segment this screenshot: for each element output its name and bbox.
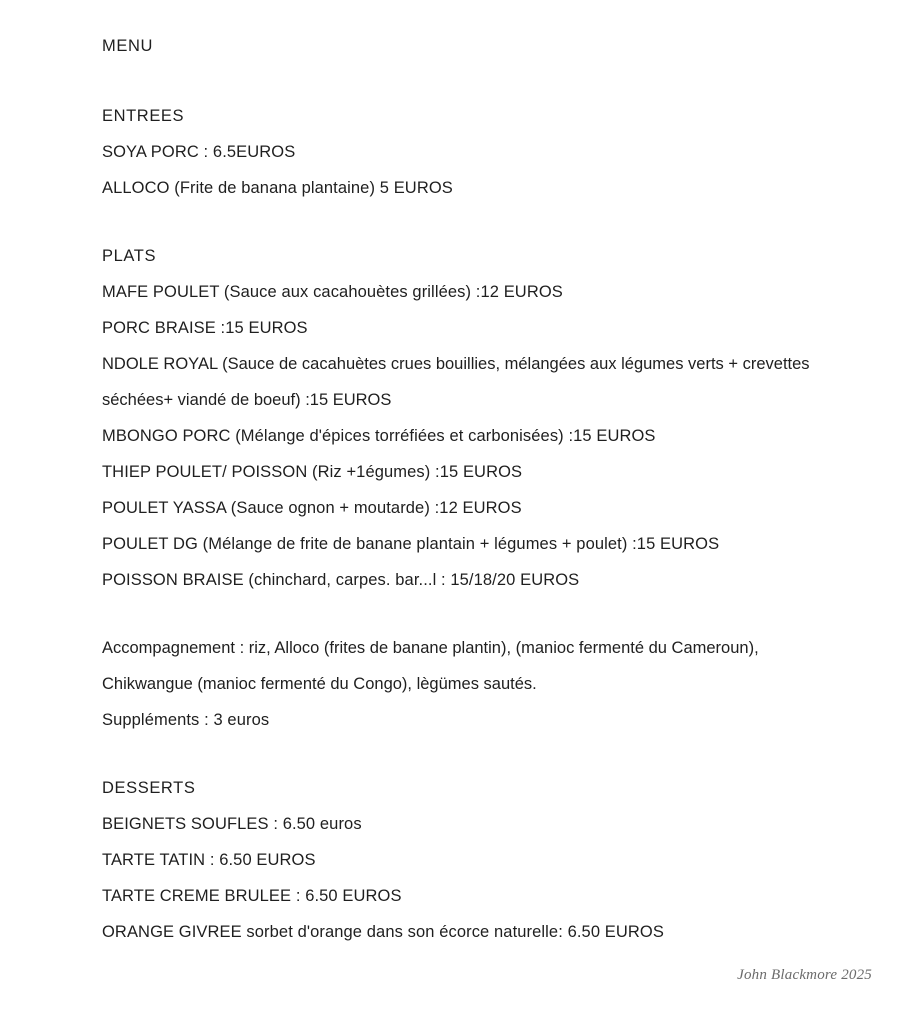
menu-item: POULET YASSA (Sauce ognon + moutarde) :12 EUROS	[102, 499, 522, 517]
section-heading-plats: PLATS	[102, 247, 157, 265]
menu-item: SOYA PORC : 6.5EUROS	[102, 143, 296, 161]
section-accompagnement	[102, 630, 842, 738]
menu-item: NDOLE ROYAL (Sauce de cacahuètes crues bouillies, mélangées aux légumes verts + crevettes séchées+ viandé de boeuf) :15 EUROS	[102, 355, 810, 409]
menu-item: POULET DG (Mélange de frite de banane plantain + légumes + poulet) :15 EUROS	[102, 535, 720, 553]
spacer	[102, 598, 842, 630]
spacer	[102, 64, 842, 98]
menu-item: MBONGO PORC (Mélange d'épices torréfiées et carbonisées) :15 EUROS	[102, 427, 656, 445]
menu-item: TARTE CREME BRULEE : 6.50 EUROS	[102, 887, 402, 905]
section-plats	[102, 238, 842, 598]
supplements-note: Suppléments : 3 euros	[102, 711, 270, 729]
menu-content	[102, 28, 842, 950]
accompaniment-note: Accompagnement : riz, Alloco (frites de banane plantin), (manioc fermenté du Cameroun), Chikwangue (manioc fermenté du Congo), lègümes sautés.	[102, 639, 759, 693]
spacer	[102, 206, 842, 238]
menu-item: THIEP POULET/ POISSON (Riz +1égumes) :15 EUROS	[102, 463, 523, 481]
menu-item: POISSON BRAISE (chinchard, carpes. bar...l : 15/18/20 EUROS	[102, 571, 580, 589]
page-title: MENU	[102, 37, 153, 55]
menu-item: ORANGE GIVREE sorbet d'orange dans son écorce naturelle: 6.50 EUROS	[102, 923, 664, 941]
menu-item: MAFE POULET (Sauce aux cacahouètes grillées) :12 EUROS	[102, 283, 563, 301]
menu-item: BEIGNETS SOUFLES : 6.50 euros	[102, 815, 362, 833]
section-heading-entrees: ENTREES	[102, 107, 185, 125]
section-entrees	[102, 98, 842, 206]
menu-item: TARTE TATIN : 6.50 EUROS	[102, 851, 316, 869]
menu-item: PORC BRAISE :15 EUROS	[102, 319, 308, 337]
section-heading-desserts: DESSERTS	[102, 779, 196, 797]
section-desserts	[102, 770, 842, 950]
signature-watermark: John Blackmore 2025	[737, 967, 872, 983]
menu-item: ALLOCO (Frite de banana plantaine) 5 EUROS	[102, 179, 453, 197]
spacer	[102, 738, 842, 770]
